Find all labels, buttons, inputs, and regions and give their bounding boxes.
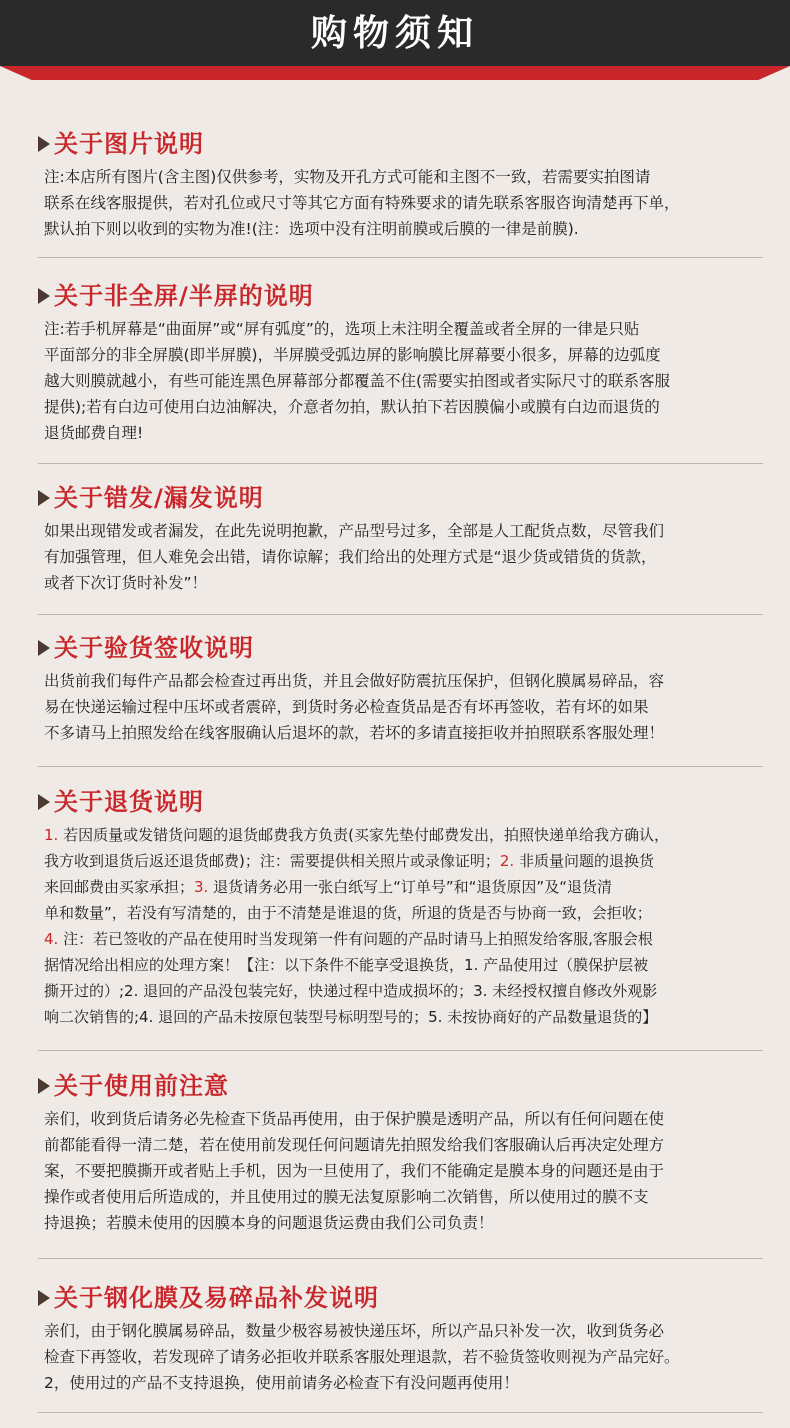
- body-line: 案，不要把膜撕开或者贴上手机，因为一旦使用了，我们不能确定是膜本身的问题还是由于: [44, 1162, 665, 1180]
- page-header: [0, 0, 790, 84]
- section-divider: [38, 1050, 763, 1051]
- body-line: 撕开过的）;2. 退回的产品没包装完好，快递过程中造成损坏的；3. 未经授权擅自修改外观影: [44, 982, 658, 1000]
- body-line: 响二次销售的;4. 退回的产品未按原包装型号标明型号的；5. 未按协商好的产品数量退货的】: [44, 1008, 658, 1026]
- section-body: [44, 164, 763, 242]
- section-screen-coverage: [38, 280, 763, 446]
- section-title: 关于钢化膜及易碎品补发说明: [54, 1284, 379, 1312]
- section-divider: [38, 614, 763, 615]
- section-heading: [38, 128, 763, 160]
- section-heading: [38, 786, 763, 818]
- body-line: 据情况给出相应的处理方案！【注：以下条件不能享受退换货，1. 产品使用过（膜保护层被: [44, 956, 649, 974]
- section-body: [44, 822, 763, 1030]
- section-title: 关于退货说明: [54, 788, 204, 816]
- body-line: 操作或者使用后所造成的，并且使用过的膜无法复原影响二次销售，所以使用过的膜不支: [44, 1188, 649, 1206]
- body-line: 单和数量”，若没有写清楚的，由于不清楚是谁退的货，所退的货是否与协商一致，会拒收；: [44, 904, 652, 922]
- page-title: 购物须知: [310, 13, 479, 54]
- body-line: 来回邮费由买家承担；3. 退货请务必用一张白纸写上“订单号”和“退货原因”及“退货清: [44, 878, 612, 896]
- section-title: 关于图片说明: [54, 130, 204, 158]
- body-line: 亲们，由于钢化膜属易碎品，数量少极容易被快递压坏，所以产品只补发一次，收到货务必: [44, 1322, 665, 1340]
- body-line: 1. 若因质量或发错货问题的退货邮费我方负责(买家先垫付邮费发出，拍照快递单给我方确认，: [44, 826, 669, 844]
- body-line: 注:若手机屏幕是“曲面屏”或“屏有弧度”的，选项上未注明全覆盖或者全屏的一律是只贴: [44, 320, 640, 338]
- section-body: [44, 668, 763, 746]
- section-title: 关于非全屏/半屏的说明: [54, 282, 314, 310]
- body-line: 默认拍下则以收到的实物为准!(注：选项中没有注明前膜或后膜的一律是前膜).: [44, 220, 579, 238]
- section-body: [44, 518, 763, 596]
- section-body: [44, 1106, 763, 1236]
- triangle-bullet-icon: [38, 1290, 50, 1306]
- body-line: 持退换；若膜未使用的因膜本身的问题退货运费由我们公司负责！: [44, 1214, 494, 1232]
- body-line: 如果出现错发或者漏发，在此先说明抱歉，产品型号过多，全部是人工配货点数，尽管我们: [44, 522, 665, 540]
- body-line: 提供);若有白边可使用白边油解决，介意者勿拍，默认拍下若因膜偏小或膜有白边而退货的: [44, 398, 660, 416]
- triangle-bullet-icon: [38, 794, 50, 810]
- section-divider: [38, 766, 763, 767]
- section-before-use: [38, 1070, 763, 1236]
- section-divider: [38, 257, 763, 258]
- body-line: 易在快递运输过程中压坏或者震碎，到货时务必检查货品是否有坏再签收，若有坏的如果: [44, 698, 649, 716]
- body-line: 不多请马上拍照发给在线客服确认后退坏的款，若坏的多请直接拒收并拍照联系客服处理！: [44, 724, 665, 742]
- triangle-bullet-icon: [38, 288, 50, 304]
- body-line: 注:本店所有图片(含主图)仅供参考，实物及开孔方式可能和主图不一致，若需要实拍图请: [44, 168, 651, 186]
- body-line: 联系在线客服提供，若对孔位或尺寸等其它方面有特殊要求的请先联系客服咨询清楚再下单，: [44, 194, 680, 212]
- section-heading: [38, 1282, 763, 1314]
- body-line: 2，使用过的产品不支持退换，使用前请务必检查下有没问题再使用！: [44, 1374, 519, 1392]
- body-line: 亲们，收到货后请务必先检查下货品再使用，由于保护膜是透明产品，所以有任何问题在使: [44, 1110, 665, 1128]
- section-divider: [38, 1412, 763, 1413]
- triangle-bullet-icon: [38, 640, 50, 656]
- section-heading: [38, 1070, 763, 1102]
- section-reshipment: [38, 1282, 763, 1396]
- section-heading: [38, 280, 763, 312]
- body-line: 我方收到退货后返还退货邮费)；注：需要提供相关照片或录像证明；2. 非质量问题的退换货: [44, 852, 654, 870]
- body-line: 出货前我们每件产品都会检查过再出货，并且会做好防震抗压保护，但钢化膜属易碎品，容: [44, 672, 665, 690]
- body-line: 平面部分的非全屏膜(即半屏膜)，半屏膜受弧边屏的影响膜比屏幕要小很多，屏幕的边弧度: [44, 346, 661, 364]
- section-title: 关于错发/漏发说明: [54, 484, 264, 512]
- body-line: 有加强管理，但人难免会出错，请你谅解；我们给出的处理方式是“退少货或错货的货款，: [44, 548, 657, 566]
- body-line: 越大则膜就越小，有些可能连黑色屏幕部分都覆盖不住(需要实拍图或者实际尺寸的联系客服: [44, 372, 671, 390]
- section-heading: [38, 482, 763, 514]
- triangle-bullet-icon: [38, 490, 50, 506]
- body-line: 退货邮费自理!: [44, 424, 144, 442]
- body-line: 检查下再签收，若发现碎了请务必拒收并联系客服处理退款，若不验货签收则视为产品完好。: [44, 1348, 680, 1366]
- section-heading: [38, 632, 763, 664]
- section-inspection: [38, 632, 763, 746]
- body-line: 或者下次订货时补发”！: [44, 574, 208, 592]
- section-wrong-shipment: [38, 482, 763, 596]
- body-line: 4. 注：若已签收的产品在使用时当发现第一件有问题的产品时请马上拍照发给客服,客服会根: [44, 930, 653, 948]
- section-title: 关于使用前注意: [54, 1072, 229, 1100]
- section-body: [44, 1318, 763, 1396]
- header-red-ribbon: [0, 66, 790, 80]
- section-returns: [38, 786, 763, 1030]
- section-body: [44, 316, 763, 446]
- section-title: 关于验货签收说明: [54, 634, 254, 662]
- triangle-bullet-icon: [38, 136, 50, 152]
- body-line: 前都能看得一清二楚，若在使用前发现任何问题请先拍照发给我们客服确认后再决定处理方: [44, 1136, 665, 1154]
- triangle-bullet-icon: [38, 1078, 50, 1094]
- section-divider: [38, 1258, 763, 1259]
- section-image-notice: [38, 128, 763, 242]
- section-divider: [38, 463, 763, 464]
